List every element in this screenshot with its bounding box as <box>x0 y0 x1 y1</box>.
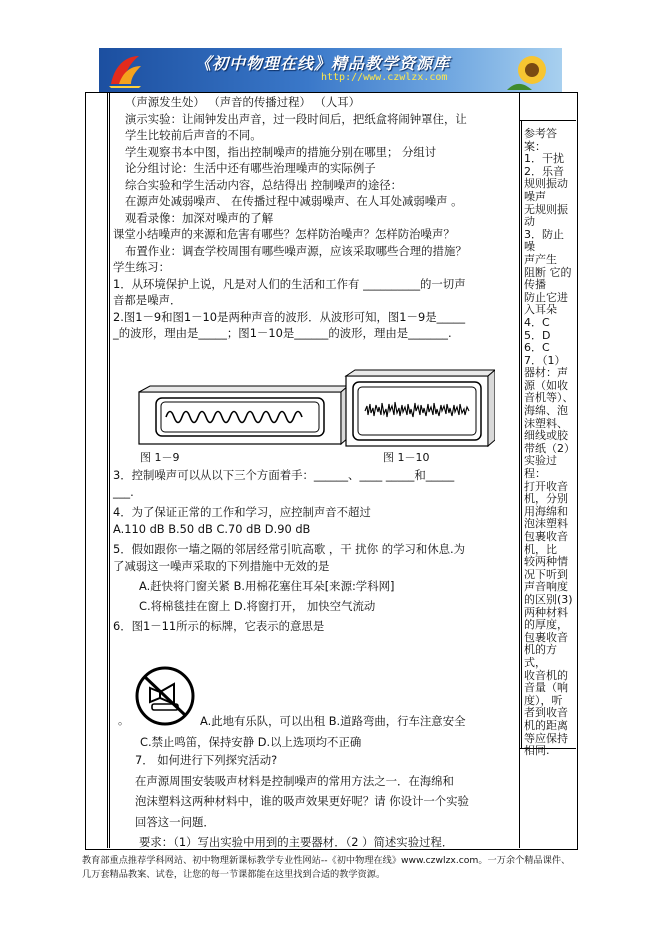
text-line: 泡沫塑料这两种材料中，谁的吸声效果更好呢？请 你设计一个实验 <box>135 794 469 808</box>
text-line: 3．控制噪声可以从以下三个方面着手：______、____ _____和_____ <box>113 468 455 482</box>
answer-line: 实验过程： <box>524 454 557 481</box>
figure-1-9 <box>136 384 348 448</box>
table-divider <box>107 92 108 848</box>
answer-line: 7．（1） <box>524 353 566 367</box>
answer-line: 4．C <box>524 315 550 329</box>
header-banner <box>99 48 562 92</box>
text-line: 课堂小结噪声的来源和危害有哪些？怎样防治噪声？怎样防治噪声？ <box>113 227 455 241</box>
answer-line: 海绵、泡 <box>524 404 568 418</box>
banner-url[interactable]: http://www.czwlzx.com <box>321 72 448 83</box>
text-line: 学生观察书本中图，指出控制噪声的措施分别在哪里； 分组讨 <box>125 144 437 159</box>
answer-line: 包裹收音 <box>524 530 568 543</box>
text-line: 综合实验和学生活动内容，总结得出 控制噪声的途径： <box>125 177 402 192</box>
answer-line: 度），听 <box>524 693 563 707</box>
footer-line: 教育部重点推荐学科网站、初中物理新课标教学专业性网站--《初中物理在线》www.czwlzx.com。一万余个精品课件、 <box>82 855 571 866</box>
text-line: 7． 如何进行下列探究活动? <box>135 753 278 767</box>
table-divider <box>109 92 110 848</box>
answer-line: 传播 <box>524 278 546 292</box>
text-line: 在声源周围安装吸声材料是控制噪声的常用方法之一．在海绵和 <box>135 773 454 788</box>
text-line: 观看录像：加深对噪声的了解 <box>125 210 274 225</box>
figure-1-10 <box>343 368 495 450</box>
answer-line: 阻断 它的 <box>524 265 572 279</box>
text-line: ___. <box>113 484 134 499</box>
table-divider <box>521 120 522 748</box>
text-line: 演示实验：让闹钟发出声音，过一段时间后，把纸盒将闹钟罩住，让 <box>125 111 467 126</box>
answer-line: 规则振动 <box>524 177 568 191</box>
answer-line: 防止它进 <box>524 290 568 304</box>
answer-line: 沫塑料、 <box>524 416 568 430</box>
footer-line: 几万套精品教案、试卷，让您的每一节课都能在这里找到合适的教学资源。 <box>82 869 386 880</box>
sunflower-icon <box>507 50 557 90</box>
answer-line: 收音机的 <box>524 668 568 682</box>
answer-line: 细线或胶 <box>524 429 568 443</box>
text-line: 布置作业：调查学校周围有哪些噪声源，应该采取哪些合理的措施？ <box>125 243 467 258</box>
text-line: 2.图1－9和图1－10是两种声音的波形．从波形可知，图1－9是_____ <box>113 309 466 324</box>
answer-line: 2．乐音 <box>524 164 564 178</box>
answer-line: 包裹收音 <box>524 630 568 644</box>
answer-line: 6．C <box>524 341 550 355</box>
figure-1-9-caption: 图 1－9 <box>140 451 180 464</box>
table-divider <box>519 120 576 121</box>
answer-key <box>524 128 574 758</box>
text-line: 学生比较前后声音的不同。 <box>125 128 262 142</box>
answer-line: 源（如收 <box>524 378 568 392</box>
answer-line: 的厚度， <box>524 618 568 632</box>
text-line: 5．假如跟你一墙之隔的邻居经常引吭高歌 ，干 扰你 的学习和休息.为 <box>113 542 466 556</box>
text-line: 论分组讨论：生活中还有哪些治理噪声的实际例子 <box>125 161 376 175</box>
figure-1-10-caption: 图 1－10 <box>383 451 430 464</box>
text-line: A.此地有乐队，可以出租 B.道路弯曲，行车注意安全 <box>200 714 466 728</box>
text-line: C.禁止鸣笛，保持安静 D.以上选项均不正确 <box>140 734 362 749</box>
answer-line: 1．干扰 <box>524 152 564 166</box>
answer-line: 者到收音 <box>524 706 568 720</box>
text-line: 了减弱这一噪声采取的下列措施中无效的是 <box>113 558 330 573</box>
answer-line: 参考答案： <box>524 127 557 153</box>
q6-options <box>118 713 522 750</box>
text-line: A.110 dB B.50 dB C.70 dB D.90 dB <box>113 521 311 536</box>
answer-line: 泡沫塑料 <box>524 517 568 531</box>
page-footer <box>82 854 582 882</box>
text-line: 回答这一问题． <box>135 814 215 829</box>
text-line: _的波形，理由是_____；图1－10是______的波形，理由是_______. <box>113 326 452 340</box>
banner-title: 《初中物理在线》精品教学资源库 <box>195 54 451 73</box>
answer-line: 音机等）、 <box>524 391 574 405</box>
answer-line: 噪声 <box>524 189 546 203</box>
text-line: 6．图1－11所示的标牌，它表示的意思是 <box>113 619 325 633</box>
text-line: 音都是噪声． <box>113 293 182 307</box>
questions-3-6 <box>113 467 517 635</box>
answer-line: 机，分别 <box>524 492 568 506</box>
text-line: A.赶快将门窗关紧 B.用棉花塞住耳朵[来源:学科网] <box>139 579 395 593</box>
answer-line: 两种材料 <box>524 605 568 619</box>
answer-line: 用海绵和 <box>524 504 568 518</box>
question-7 <box>113 752 517 851</box>
answer-line: 无规则振 <box>524 202 568 216</box>
answer-line: 相同. <box>524 744 550 758</box>
answer-line: 5．D <box>524 328 551 342</box>
text-line: （声源发生处） （声音的传播过程） （人耳） <box>125 95 361 109</box>
answer-line: 入耳朵 <box>524 303 557 317</box>
lesson-content <box>113 94 517 342</box>
answer-line: 3．防止噪 <box>524 227 564 254</box>
answer-line: 机的方式， <box>524 643 557 669</box>
answer-line: 机，比 <box>524 542 557 556</box>
text-line: 1．从环境保护上说，凡是对人们的生活和工作有 __________的一切声 <box>113 276 466 291</box>
answer-line: 机的距离 <box>524 718 568 732</box>
answer-line: 打开收音 <box>524 479 568 493</box>
text-line: C.将棉毯挂在窗上 D.将窗打开， 加快空气流动 <box>139 598 376 613</box>
answer-line: 等应保持 <box>524 731 568 745</box>
text-line: 要求：（1）写出实验中用到的主要器材．（2 ）简述实验过程． <box>139 835 454 849</box>
bullet-dot: 。 <box>118 714 129 727</box>
answer-line: 器材：声 <box>524 366 568 380</box>
answer-line: 动 <box>524 215 535 229</box>
text-line: 学生练习： <box>113 260 170 274</box>
text-line: 4．为了保证正常的工作和学习，应控制声音不超过 <box>113 505 371 519</box>
answer-line: 带纸（2） <box>524 441 575 455</box>
answer-line: 的区别(3) <box>524 592 573 606</box>
site-logo-icon <box>105 50 145 90</box>
answer-line: 况下听到 <box>524 567 568 581</box>
answer-line: 声音响度 <box>524 580 568 594</box>
answer-line: 声产生 <box>524 252 557 266</box>
answer-line: 音量（响 <box>524 681 568 695</box>
answer-line: 较两种情 <box>524 555 568 569</box>
text-line: 在源声处减弱噪声、 在传播过程中减弱噪声、在人耳处减弱噪声 。 <box>125 194 463 208</box>
